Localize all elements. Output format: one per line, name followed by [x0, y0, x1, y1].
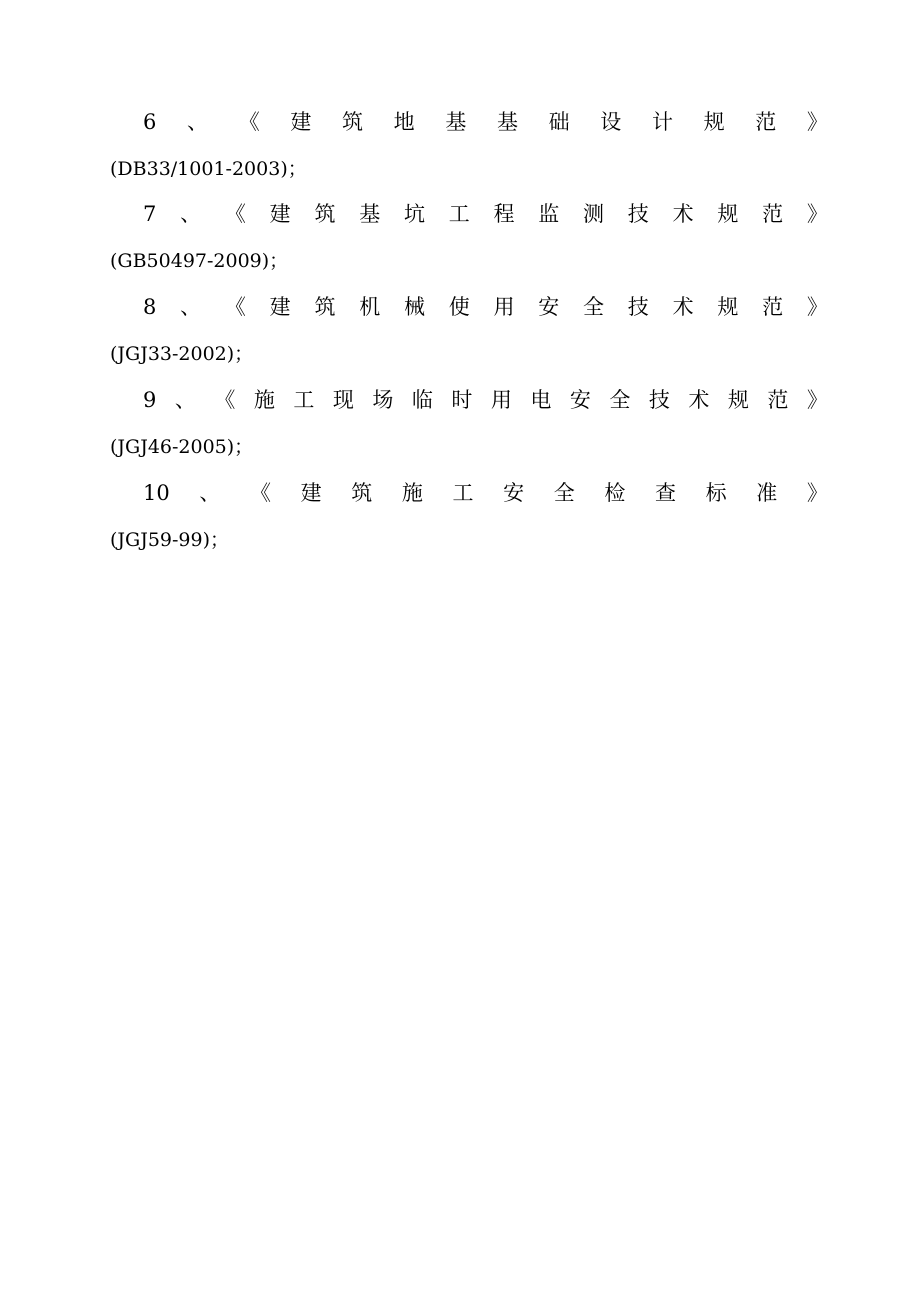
title-char: 施 [401, 481, 423, 505]
title-char: 工 [448, 202, 470, 226]
title-char: 技 [627, 202, 649, 226]
title-char: 场 [372, 388, 394, 412]
title-char: 安 [569, 388, 591, 412]
title-char: 筑 [351, 481, 373, 505]
title-char: 、 [174, 388, 196, 412]
title-char: 全 [609, 388, 631, 412]
title-char: 基 [359, 202, 381, 226]
title-char: 筑 [314, 295, 336, 319]
title-char: 程 [493, 202, 515, 226]
standard-code: (JGJ33-2002)； [110, 343, 254, 365]
standard-code: (DB33/1001-2003)； [110, 158, 307, 180]
title-char: 技 [627, 295, 649, 319]
title-char: 查 [654, 481, 676, 505]
title-char: 规 [703, 110, 725, 134]
standard-code: (JGJ59-99)； [110, 529, 230, 551]
item-number: 8 [143, 295, 157, 319]
title-char: 术 [672, 295, 694, 319]
title-char: 监 [538, 202, 560, 226]
title-char: 建 [290, 110, 312, 134]
standard-code: (JGJ46-2005)； [110, 436, 254, 458]
title-char: 《 [238, 110, 260, 134]
title-char: 全 [553, 481, 575, 505]
title-char: 时 [451, 388, 473, 412]
item-number: 9 [143, 388, 157, 412]
title-char: 设 [600, 110, 622, 134]
title-char: 机 [359, 295, 381, 319]
title-char: 坑 [403, 202, 425, 226]
title-char: 规 [717, 202, 739, 226]
title-char: 用 [493, 295, 515, 319]
title-char: 工 [452, 481, 474, 505]
title-char: 、 [180, 295, 202, 319]
title-char: 规 [727, 388, 749, 412]
title-char: 范 [755, 110, 777, 134]
item-number: 10 [143, 481, 170, 505]
title-char: 电 [530, 388, 552, 412]
item-number: 7 [143, 202, 157, 226]
title-char: 检 [604, 481, 626, 505]
title-char: 准 [756, 481, 778, 505]
title-char: 测 [583, 202, 605, 226]
title-char: 安 [503, 481, 525, 505]
title-char: 、 [180, 202, 202, 226]
standard-title-line [143, 477, 828, 509]
title-char: 《 [214, 388, 236, 412]
item-number: 6 [143, 110, 157, 134]
title-char: 技 [648, 388, 670, 412]
title-char: 》 [806, 481, 828, 505]
title-char: 全 [583, 295, 605, 319]
title-char: 》 [806, 295, 828, 319]
title-char: 标 [705, 481, 727, 505]
standard-title-line [143, 198, 828, 230]
title-char: 械 [403, 295, 425, 319]
title-char: 《 [249, 481, 271, 505]
title-char: 施 [253, 388, 275, 412]
title-char: 、 [199, 481, 221, 505]
title-char: 建 [269, 295, 291, 319]
title-char: 用 [490, 388, 512, 412]
title-char: 《 [224, 295, 246, 319]
title-char: 筑 [314, 202, 336, 226]
title-char: 范 [762, 295, 784, 319]
title-char: 计 [651, 110, 673, 134]
title-char: 术 [688, 388, 710, 412]
title-char: 》 [806, 388, 828, 412]
title-char: 建 [300, 481, 322, 505]
title-char: 《 [224, 202, 246, 226]
title-char: 地 [393, 110, 415, 134]
title-char: 临 [411, 388, 433, 412]
title-char: 、 [187, 110, 209, 134]
standard-title-line [143, 106, 828, 138]
title-char: 使 [448, 295, 470, 319]
title-char: 础 [548, 110, 570, 134]
title-char: 筑 [342, 110, 363, 134]
title-char: 安 [538, 295, 560, 319]
title-char: 术 [672, 202, 694, 226]
title-char: 范 [767, 388, 789, 412]
title-char: 建 [269, 202, 291, 226]
title-char: 工 [293, 388, 315, 412]
title-char: 基 [496, 110, 518, 134]
title-char: 范 [762, 202, 784, 226]
title-char: 》 [806, 202, 828, 226]
title-char: 基 [445, 110, 467, 134]
title-char: 规 [717, 295, 739, 319]
standard-title-line [143, 291, 828, 323]
standard-title-line [143, 384, 828, 416]
title-char: 》 [806, 110, 828, 134]
title-char: 现 [332, 388, 354, 412]
standard-code: (GB50497-2009)； [110, 250, 289, 272]
